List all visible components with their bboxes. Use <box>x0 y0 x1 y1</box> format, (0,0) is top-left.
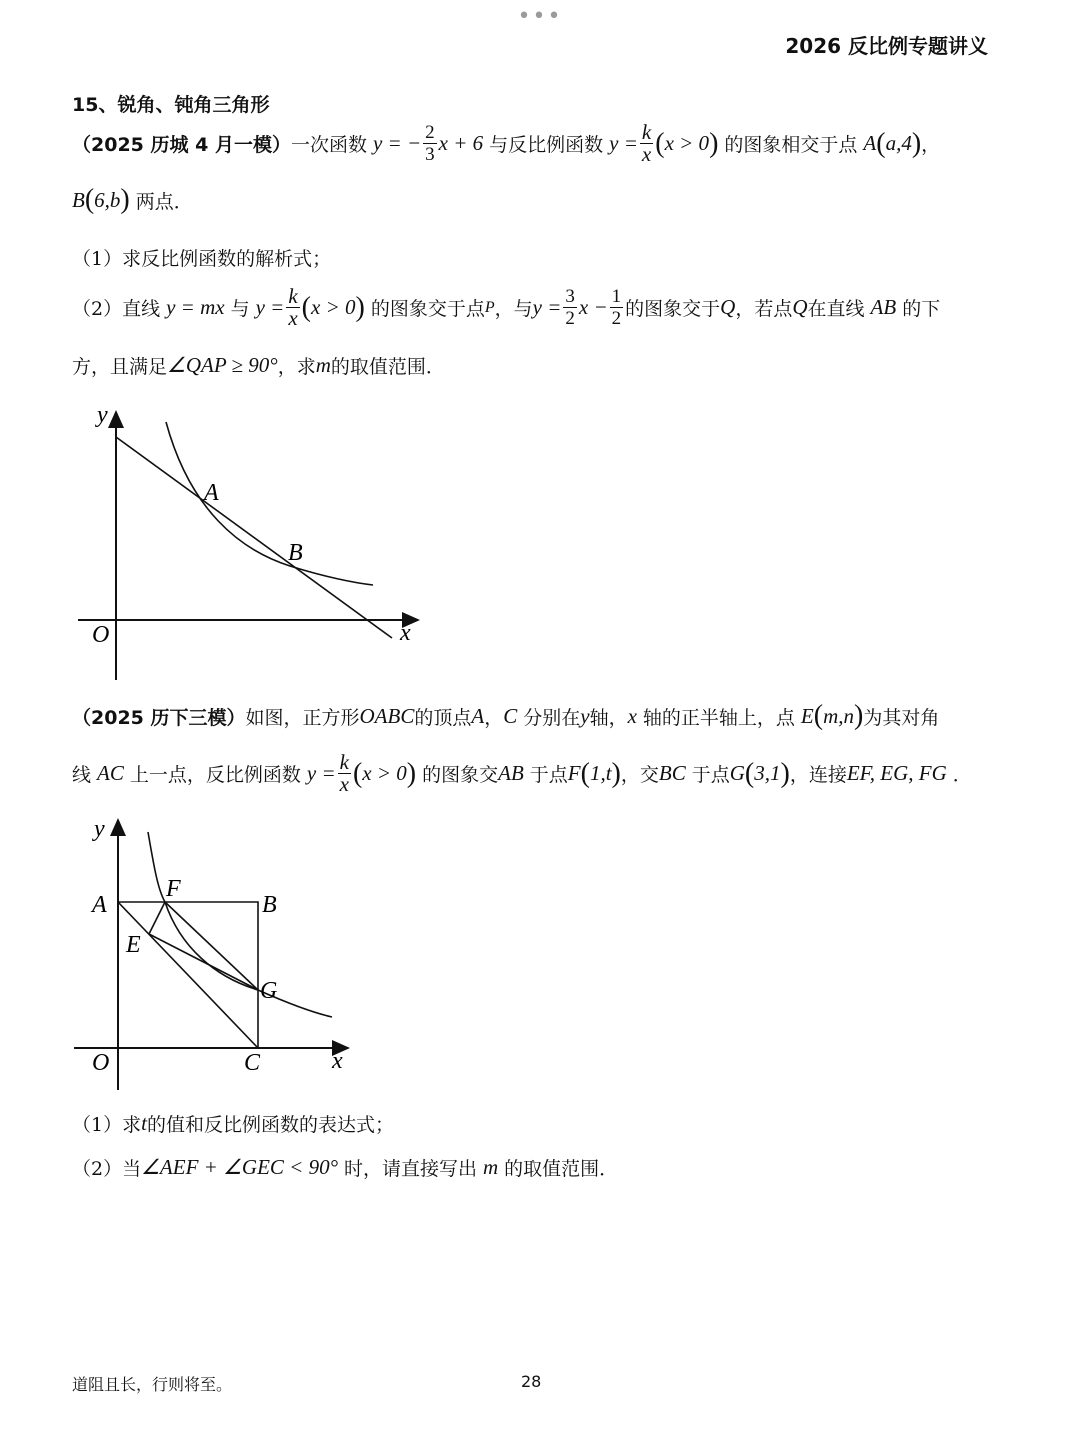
problem2-line2-text-d: 于点 <box>529 764 568 786</box>
origin-label: O <box>92 622 110 648</box>
q2-text-f: ，若点 <box>735 298 793 320</box>
q1-text-a: （1）求 <box>72 1114 142 1136</box>
problem2-line2: 线 AC 上一点，反比例函数 y = $\frac{k}{x}$ ( x > 0 ) 的图象交 AB 于点 F ( 1,t ) ，交 BC 于点 G ( 3,1 ) ，连接 EF, EG, FG ． <box>72 750 972 796</box>
q2-text-h: 的下 <box>902 298 941 320</box>
q2-line-mid: x − <box>578 295 608 319</box>
segment-eg <box>149 934 258 990</box>
fraction-numerator: k <box>641 120 652 144</box>
side-ab-label: AB <box>498 761 524 785</box>
problem2-line2-text-a: 线 <box>72 764 92 786</box>
line-ab-label: AB <box>870 295 897 319</box>
problem2-line1: （2025 历下三模） 如图，正方形 OABC 的顶点 A ， C 分别在 y 轴， x 轴的正半轴上，点 E ( m,n ) 为其对角 <box>72 700 940 731</box>
fraction-numerator: k <box>339 750 349 774</box>
diagonal-ac-label: AC <box>97 761 124 785</box>
fraction-k-x <box>338 752 351 795</box>
point-q-label: Q <box>792 295 808 319</box>
problem1-question2-line2 <box>72 352 445 379</box>
fraction-k-x <box>286 286 299 329</box>
inverse-function-lhs: y = <box>609 131 638 155</box>
q2-text-c: 的图象交于点 <box>370 298 485 320</box>
y-axis-label: y <box>97 402 108 428</box>
vertex-a-label: A <box>92 892 107 918</box>
fraction-numerator: 2 <box>425 122 435 143</box>
problem1-text2: 与反比例函数 <box>489 134 604 156</box>
fraction-denominator: 2 <box>565 308 575 329</box>
problem1-text1: 一次函数 <box>290 134 367 156</box>
problem2-tag: （2025 历下三模） <box>72 706 246 729</box>
problem2-line2-text-g: ，连接 <box>789 764 847 786</box>
side-bc-label: BC <box>658 761 686 785</box>
domain-condition: x > 0 <box>311 295 356 319</box>
q2-text-b: 与 <box>230 298 250 320</box>
vertex-a-label: A <box>471 703 485 728</box>
point-a-label: A <box>204 480 219 506</box>
problem2-text4: 轴， <box>589 706 628 729</box>
point-b-label: B <box>288 540 303 566</box>
segment-ef <box>149 902 165 934</box>
point-e-label: E <box>126 932 141 958</box>
problem1-line2: B ( 6,b ) 两点． <box>72 184 193 215</box>
y-axis-symbol: y <box>580 703 590 728</box>
q2-line2-text-b: ，求 <box>277 356 316 378</box>
point-f-coords: 1,t <box>589 761 612 785</box>
point-g-coords: 3,1 <box>754 761 781 785</box>
x-axis-symbol: x <box>627 703 637 728</box>
point-a-label: A <box>863 131 877 155</box>
page-number: 28 <box>521 1372 542 1391</box>
angle-condition: ∠QAP ≥ 90° <box>167 353 278 377</box>
variable-m: m <box>482 1155 499 1179</box>
linear-function-lhs: y = − <box>372 131 422 155</box>
problem2-text6: 为其对角 <box>863 706 940 729</box>
fraction-numerator: 3 <box>565 286 575 307</box>
separator: ， <box>484 706 504 729</box>
problem1-question1 <box>72 244 331 271</box>
problem1-line1: （2025 历城 4 月一模） 一次函数 y = − $\frac{2}{3}$ x + 6 与反比例函数 y = $\frac{k}{x}$ ( x > 0 ) 的图象相交于点 A ( a,4 ) ， <box>72 120 941 166</box>
problem1-tag: （2025 历城 4 月一模） <box>72 134 291 156</box>
point-f-label: F <box>567 761 581 785</box>
hyperbola-curve <box>148 832 332 1017</box>
problem1-text4: 两点． <box>135 190 193 213</box>
vertex-c-label: C <box>244 1050 261 1076</box>
window-more-dots[interactable]: ••• <box>517 4 563 29</box>
point-f-label: F <box>166 876 181 902</box>
fraction-numerator: k <box>288 284 298 308</box>
vertex-b-label: B <box>262 892 277 918</box>
point-b-coords: 6,b <box>94 187 121 212</box>
segments-label: EF, EG, FG <box>846 761 947 785</box>
point-e-label: E <box>800 703 814 728</box>
origin-label: O <box>92 1050 110 1076</box>
fraction-1-2 <box>610 286 624 329</box>
q2-line2-text-a: 方，且满足 <box>72 356 168 378</box>
problem2-line2-text-b: 上一点，反比例函数 <box>129 764 301 786</box>
comma: ， <box>921 134 941 156</box>
variable-t: t <box>141 1111 147 1135</box>
hyperbola-curve <box>166 422 373 585</box>
q2-text-b: 时，请直接写出 <box>343 1158 477 1180</box>
q2-text-e: 的图象交于 <box>625 298 721 320</box>
point-g-label: G <box>729 761 745 785</box>
problem2-line2-text-e: ，交 <box>620 764 659 786</box>
inverse-function-lhs: y = <box>306 761 336 785</box>
problem2-text1: 如图，正方形 <box>245 706 360 729</box>
x-axis-label: x <box>400 620 411 646</box>
fraction-3-2 <box>563 286 577 329</box>
q1-text-b: 的值和反比例函数的表达式； <box>146 1114 394 1136</box>
y-axis-label: y <box>94 816 105 842</box>
fraction-denominator: x <box>641 142 652 166</box>
domain-condition: x > 0 <box>664 131 710 155</box>
problem2-line2-text-c: 的图象交 <box>422 764 499 786</box>
question1-text: （1）求反比例函数的解析式； <box>72 248 332 270</box>
problem1-question2-line1: （2）直线 y = mx 与 y = $\frac{k}{x}$ ( x > 0 ) 的图象交于点 P ，与 y = $\frac{3}{2}$ x − $\frac{1}{2}$ 的图象交于 Q ，若点 Q 在直线 AB 的下 <box>72 284 941 330</box>
problem2-question2 <box>72 1154 618 1181</box>
domain-condition: x > 0 <box>362 761 407 785</box>
header-title: 2026 反比例专题讲义 <box>785 34 988 58</box>
q2-text-a: （2）当 <box>72 1158 142 1180</box>
problem1-text3: 的图象相交于点 <box>724 134 858 156</box>
problem2-question1 <box>72 1110 394 1137</box>
fraction-denominator: 2 <box>611 308 622 329</box>
q2-line-lhs: y = <box>532 295 562 319</box>
fraction-denominator: x <box>288 306 298 330</box>
problem2-text5: 轴的正半轴上，点 <box>642 706 795 729</box>
angle-sum-condition: ∠AEF + ∠GEC < 90° <box>141 1155 338 1179</box>
point-b-label: B <box>72 187 85 212</box>
problem2-text3: 分别在 <box>523 706 581 729</box>
square-label: OABC <box>359 703 415 728</box>
problem2-line2-text-h: ． <box>952 764 972 786</box>
fraction-denominator: 3 <box>425 144 435 165</box>
q2-line2-text-c: 的取值范围． <box>330 356 445 378</box>
line-y-mx: y = mx <box>166 295 225 319</box>
vertex-c-label: C <box>503 703 518 728</box>
fraction-2-3 <box>423 122 437 165</box>
q2-text-c: 的取值范围． <box>504 1158 619 1180</box>
point-p-label: P <box>484 298 495 316</box>
footer-motto: 道阻且长，行则将至。 <box>72 1375 233 1394</box>
problem2-line2-text-f: 于点 <box>691 764 730 786</box>
q2-text-a: （2）直线 <box>72 298 161 320</box>
point-q-label: Q <box>720 295 736 319</box>
x-axis-label: x <box>332 1048 343 1074</box>
variable-m: m <box>315 353 331 377</box>
linear-function-line <box>116 437 392 638</box>
segment-fg <box>165 902 258 990</box>
point-g-label: G <box>260 978 278 1004</box>
problem2-text2: 的顶点 <box>414 706 472 729</box>
point-e-coords: m,n <box>823 703 854 728</box>
fraction-numerator: 1 <box>611 286 622 307</box>
q2-text-d: ，与 <box>494 298 533 320</box>
section-title: 15、锐角、钝角三角形 <box>72 94 270 116</box>
figure1-graph <box>70 400 430 685</box>
figure2-graph <box>70 812 360 1097</box>
fraction-k-x <box>640 122 653 165</box>
fraction-denominator: x <box>339 772 349 796</box>
point-a-coords: a,4 <box>885 131 912 155</box>
q2-text-g: 在直线 <box>807 298 865 320</box>
linear-function-rest: x + 6 <box>438 131 484 155</box>
q2-inverse-lhs: y = <box>255 295 285 319</box>
